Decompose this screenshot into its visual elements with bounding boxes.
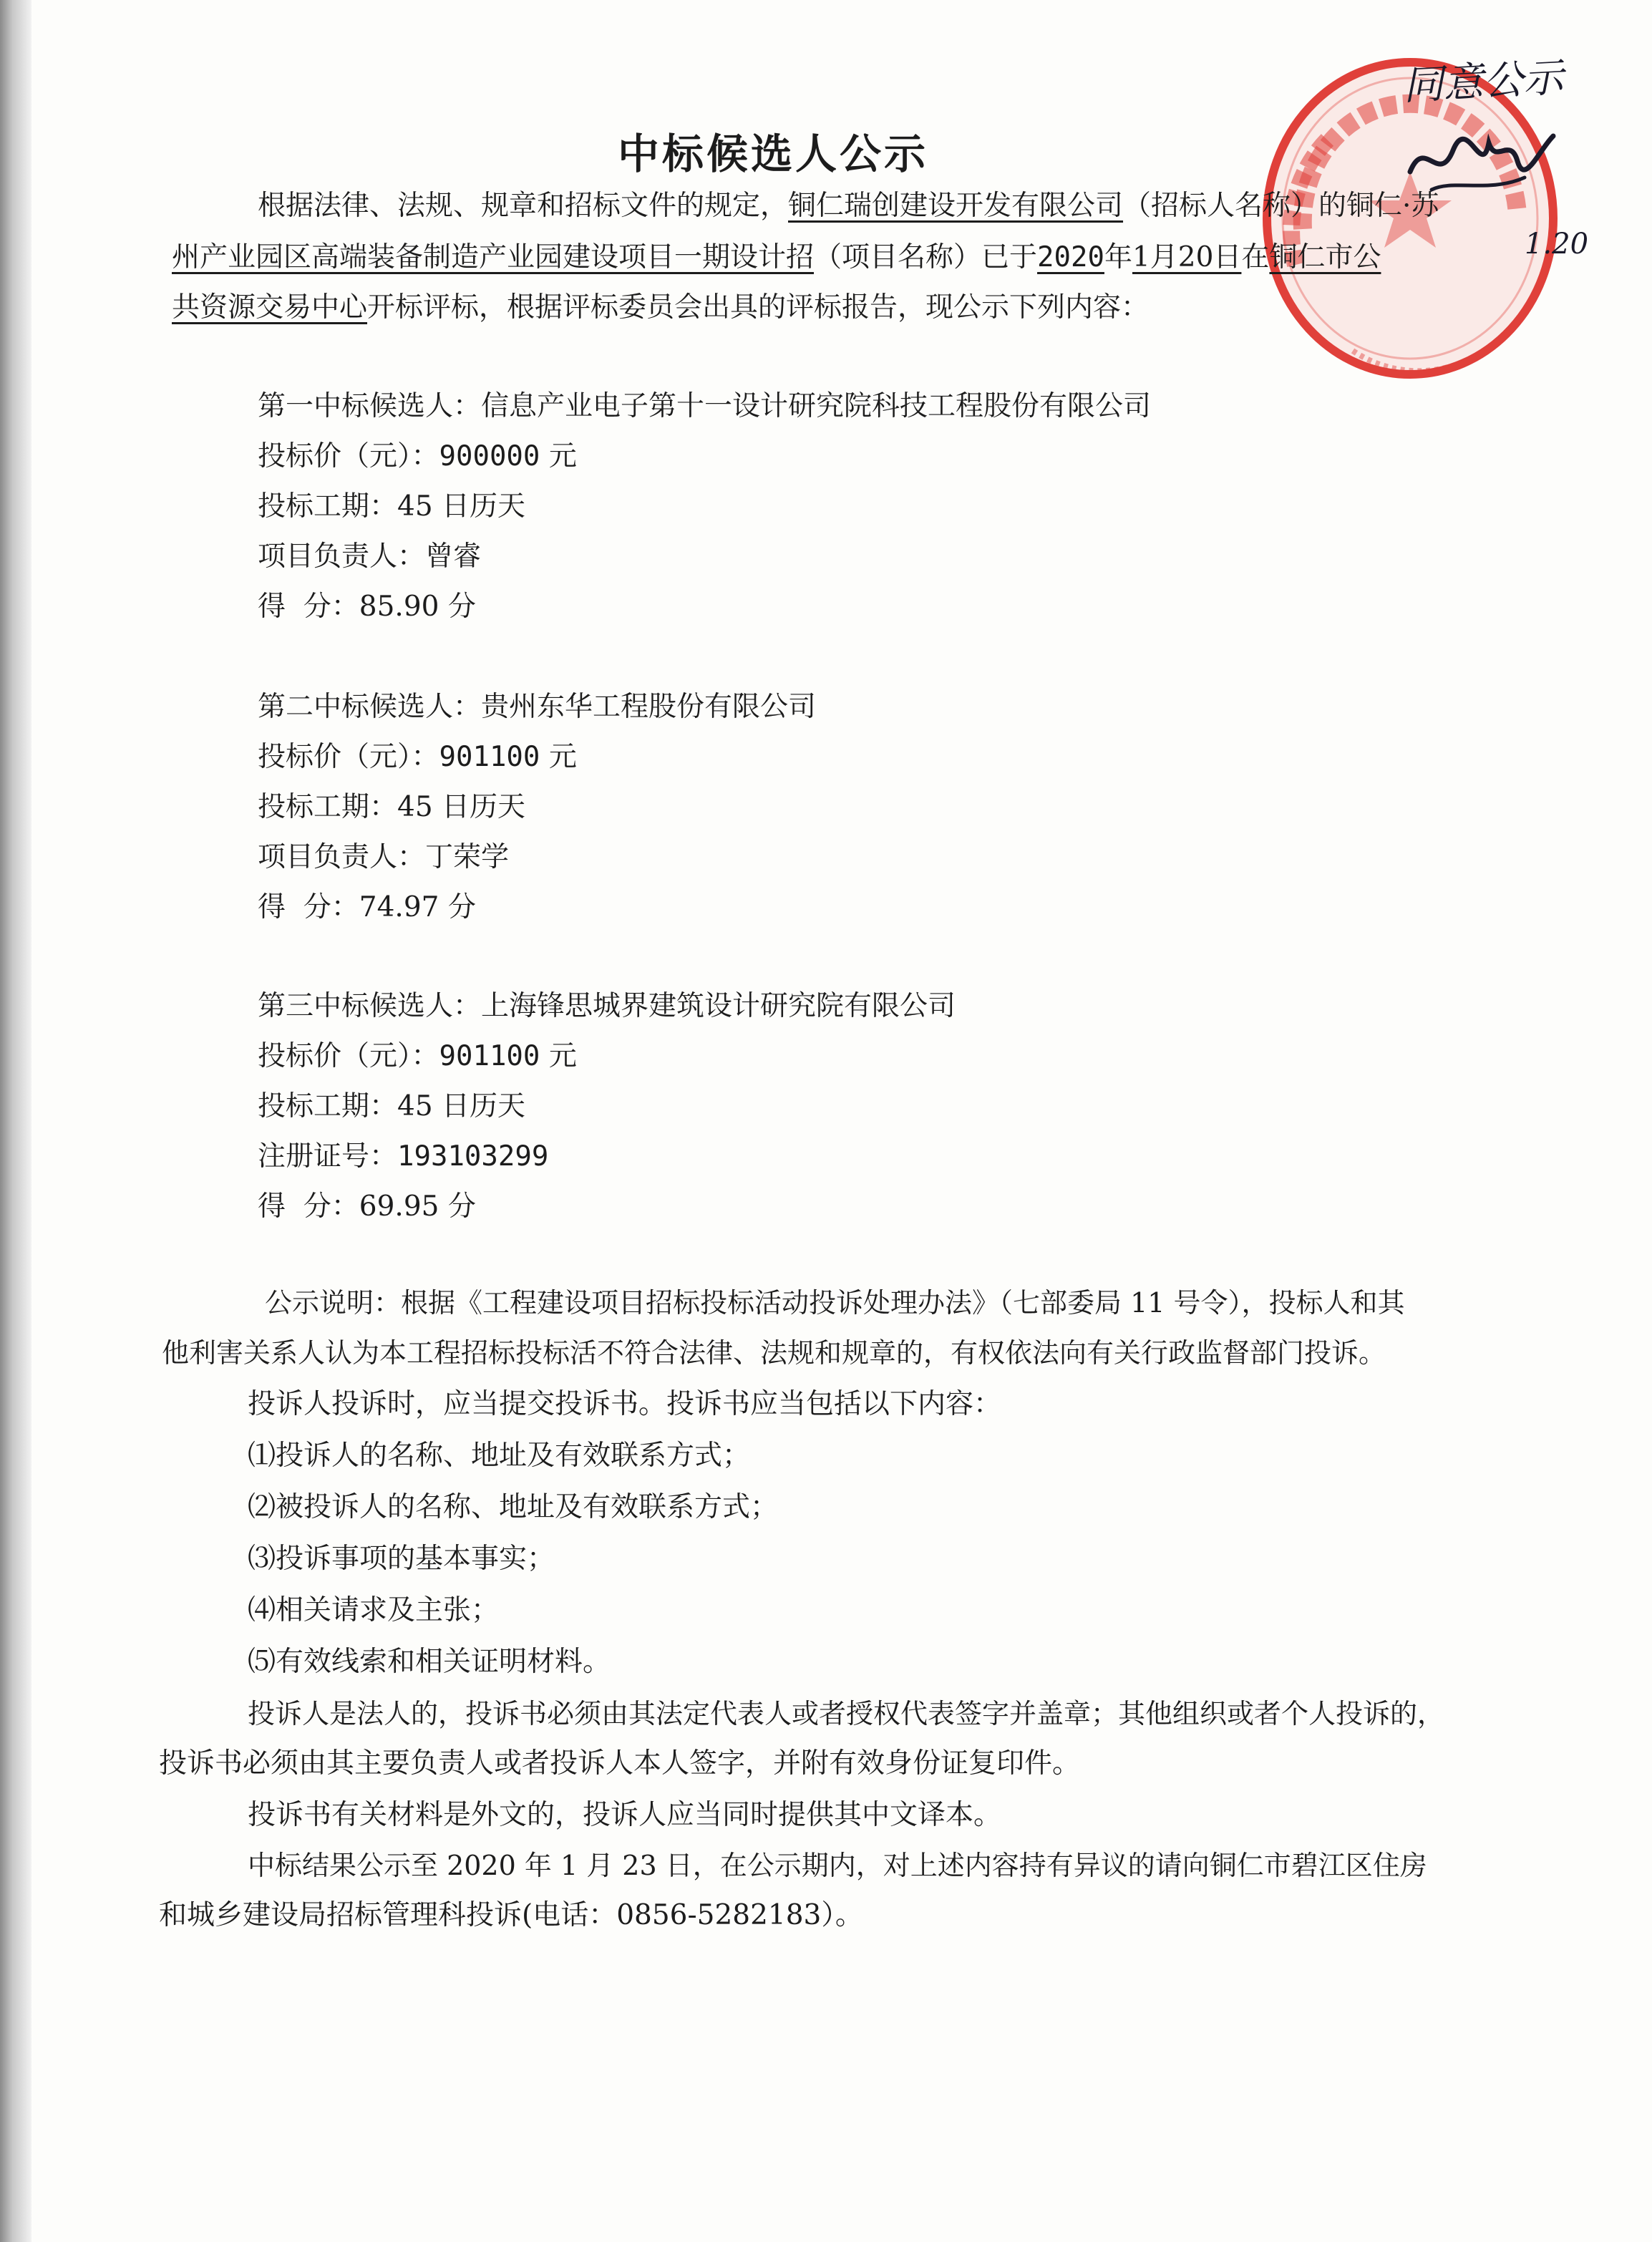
handwritten-approval: 同意公示 — [1401, 54, 1565, 110]
manager-label: 项目负责人： — [258, 540, 426, 573]
notice-para-4: 投诉书有关材料是外文的，投诉人应当同时提供其中文译本。 — [248, 1799, 1002, 1831]
price-unit: 元 — [548, 741, 577, 773]
candidate-2-period-row — [258, 789, 525, 826]
intro-text: 年 — [1104, 241, 1132, 273]
candidate-rank-label: 第一中标候选人： — [258, 390, 482, 422]
candidate-1-manager-row — [258, 538, 481, 576]
score-value: 85.90 分 — [359, 591, 476, 623]
score-label: 得 分： — [258, 1190, 359, 1223]
candidate-2-price-row — [258, 739, 577, 776]
notice-item-5: ⑸有效线索和相关证明材料。 — [248, 1646, 611, 1678]
notice-item-2: ⑵被投诉人的名称、地址及有效联系方式； — [248, 1491, 779, 1523]
candidate-name: 上海锋思城界建筑设计研究院有限公司 — [481, 990, 956, 1022]
open-year: 2020 — [1037, 241, 1104, 273]
candidate-2-manager-row — [258, 839, 509, 876]
period-label: 投标工期： — [258, 490, 398, 523]
open-place: 铜仁市公 — [1269, 241, 1381, 273]
candidate-3-registration-row — [258, 1138, 548, 1175]
period-value: 45 日历天 — [397, 1090, 526, 1122]
intro-line-2 — [172, 239, 1381, 276]
open-place-cont: 共资源交易中心 — [172, 291, 368, 324]
intro-text: （项目名称）已于 — [814, 241, 1038, 273]
handwritten-signature — [1403, 122, 1560, 200]
candidate-name: 贵州东华工程股份有限公司 — [481, 691, 817, 723]
notice-item-1: ⑴投诉人的名称、地址及有效联系方式； — [248, 1440, 751, 1472]
candidate-1-score-row — [258, 588, 476, 626]
notice-para-3-line-1: 投诉人是法人的，投诉书必须由其法定代表人或者授权代表签字并盖章；其他组织或者个人投诉的， — [248, 1698, 1445, 1729]
score-label: 得 分： — [258, 891, 359, 923]
notice-item-4: ⑷相关请求及主张； — [248, 1594, 500, 1626]
intro-line-1 — [258, 188, 1439, 225]
price-unit: 元 — [548, 1040, 577, 1072]
notice-item-3: ⑶投诉事项的基本事实； — [248, 1543, 555, 1575]
notice-para-5-line-1: 中标结果公示至 2020 年 1 月 23 日，在公示期内，对上述内容持有异议的请向铜仁市碧江区住房 — [248, 1850, 1427, 1881]
score-label: 得 分： — [258, 591, 359, 623]
manager-value: 丁荣学 — [425, 841, 510, 873]
registration-value: 193103299 — [397, 1140, 549, 1173]
registration-label: 注册证号： — [258, 1140, 398, 1173]
notice-para-3-line-2: 投诉书必须由其主要负责人或者投诉人本人签字，并附有效身份证复印件。 — [159, 1747, 1081, 1780]
period-value: 45 日历天 — [397, 490, 526, 523]
notice-para-2: 投诉人投诉时，应当提交投诉书。投诉书应当包括以下内容： — [248, 1388, 1002, 1420]
candidate-2-name-row — [258, 689, 816, 726]
tenderer-name: 铜仁瑞创建设开发有限公司 — [788, 190, 1124, 222]
candidate-3-name-row — [258, 988, 956, 1025]
candidate-2-score-row — [258, 889, 476, 926]
period-value: 45 日历天 — [397, 791, 526, 823]
intro-text: （招标人名称）的铜仁·苏 — [1123, 190, 1439, 222]
candidate-rank-label: 第二中标候选人： — [258, 691, 482, 723]
notice-para-1-line-1: 公示说明：根据《工程建设项目招标投标活动投诉处理办法》（七部委局 11 号令），投标人和其 — [265, 1287, 1405, 1319]
price-unit: 元 — [548, 440, 577, 472]
intro-text: 在 — [1241, 241, 1270, 273]
candidate-name: 信息产业电子第十一设计研究院科技工程股份有限公司 — [481, 390, 1152, 422]
candidate-1-period-row — [258, 488, 525, 525]
price-value: 901100 — [439, 741, 540, 773]
candidate-1-price-row — [258, 438, 577, 475]
handwritten-date: 1.20 — [1525, 228, 1589, 261]
price-label: 投标价（元）： — [258, 741, 439, 773]
notice-para-5-line-2: 和城乡建设局招标管理科投诉(电话：0856-5282183）。 — [159, 1899, 863, 1931]
score-value: 74.97 分 — [359, 891, 476, 923]
manager-value: 曾睿 — [425, 540, 482, 573]
period-label: 投标工期： — [258, 791, 398, 823]
intro-line-3 — [172, 289, 1149, 326]
candidate-3-score-row — [258, 1188, 476, 1226]
open-date: 1月20日 — [1132, 241, 1242, 273]
price-value: 900000 — [439, 440, 540, 472]
price-label: 投标价（元）： — [258, 1040, 439, 1072]
intro-text: 根据法律、法规、规章和招标文件的规定， — [258, 190, 789, 222]
candidate-3-period-row — [258, 1088, 525, 1125]
price-label: 投标价（元）： — [258, 440, 439, 472]
period-label: 投标工期： — [258, 1090, 398, 1122]
project-name: 州产业园区高端装备制造产业园建设项目一期设计招 — [172, 241, 815, 273]
candidate-1-name-row — [258, 388, 1151, 425]
price-value: 901100 — [439, 1040, 540, 1072]
candidate-rank-label: 第三中标候选人： — [258, 990, 482, 1022]
candidate-3-price-row — [258, 1038, 577, 1075]
score-value: 69.95 分 — [359, 1190, 476, 1223]
intro-text: 开标评标，根据评标委员会出具的评标报告，现公示下列内容： — [367, 291, 1150, 324]
page-title: 中标候选人公示 — [617, 130, 928, 178]
manager-label: 项目负责人： — [258, 841, 426, 873]
notice-para-1-line-2: 他利害关系人认为本工程招标投标活不符合法律、法规和规章的，有权依法向有关行政监督部门投诉。 — [162, 1337, 1386, 1369]
